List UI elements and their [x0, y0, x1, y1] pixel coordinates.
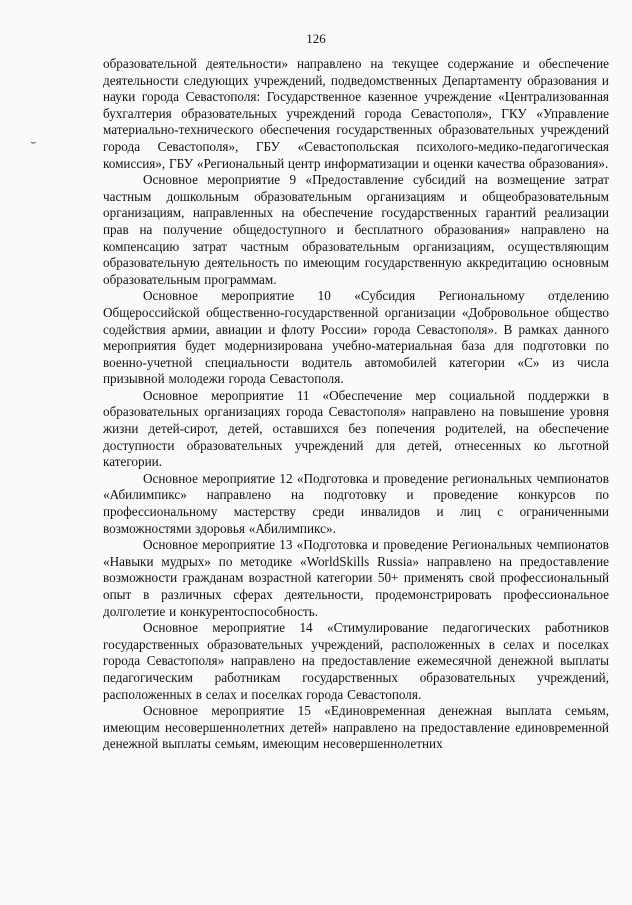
page-number: 126 [306, 31, 326, 46]
paragraph: Основное мероприятие 9 «Предоставление субсидий на возмещение затрат частным дошкольным образовательным организациям и общеобразовательным организациям, направленных на обеспечение государственных гарантий реализации прав на получение общедоступного и бесплатного образования» направлено на компенсацию затрат частным образовательным организациям, осуществляющим образовательную деятельность по имеющим государственную аккредитацию основным образовательным программам. [103, 172, 609, 287]
paragraph: образовательной деятельности» направлено на текущее содержание и обеспечение деятельности следующих учреждений, подведомственных Департаменту образования и науки города Севастополя: Государственное казенное учреждение «Централизованная бухгалтерия образовательных учреждений города Севастополя», ГКУ «Управление материально-технического обеспечения государственных образовательных учреждений города Севастополя», ГБУ «Севастопольская психолого-медико-педагогическая комиссия», ГБУ «Региональный центр информатизации и оценки качества образования». [103, 56, 609, 171]
paragraph: Основное мероприятие 11 «Обеспечение мер социальной поддержки в образовательных организациях города Севастополя» направлено на повышение уровня жизни детей-сирот, детей, оставшихся без попечения родителей, на обеспечение доступности образовательных учреждений для детей, отнесенных ко льготной категории. [103, 387, 609, 470]
paragraph: Основное мероприятие 15 «Единовременная денежная выплата семьям, имеющим несовершеннолетних детей» направлено на предоставление единовременной денежной выплаты семьям, имеющим несовершеннолетних [103, 703, 609, 752]
paragraph: Основное мероприятие 13 «Подготовка и проведение Региональных чемпионатов «Навыки мудрых» по методике «WorldSkills Russia» направлено на предоставление возможности гражданам возрастной категории 50+ применять свой профессиональный опыт в различных сферах деятельности, продемонстрировать профессиональное долголетие и конкурентоспособность. [103, 537, 609, 619]
paragraph: Основное мероприятие 14 «Стимулирование педагогических работников государственных образовательных учреждений, расположенных в селах и поселках города Севастополя» направлено на предоставление ежемесячной денежной выплаты педагогическим работникам государственных образовательных учреждений, расположенных в селах и поселках города Севастополя. [103, 620, 609, 702]
margin-tick-mark: ⌣ [30, 137, 37, 148]
paragraph: Основное мероприятие 10 «Субсидия Региональному отделению Общероссийской общественно-государственной организации «Добровольное общество содействия армии, авиации и флоту России» города Севастополя». В рамках данного мероприятия будет модернизирована учебно-материальная база для подготовки по военно-учетной специальности водитель автомобилей категории «С» из числа призывной молодежи города Севастополя. [103, 288, 609, 387]
paragraph: Основное мероприятие 12 «Подготовка и проведение региональных чемпионатов «Абилимпикс» направлено на подготовку и проведение конкурсов по профессиональному мастерству среди инвалидов и лиц с ограниченными возможностями здоровья «Абилимпикс». [103, 470, 609, 536]
document-body [103, 56, 609, 753]
